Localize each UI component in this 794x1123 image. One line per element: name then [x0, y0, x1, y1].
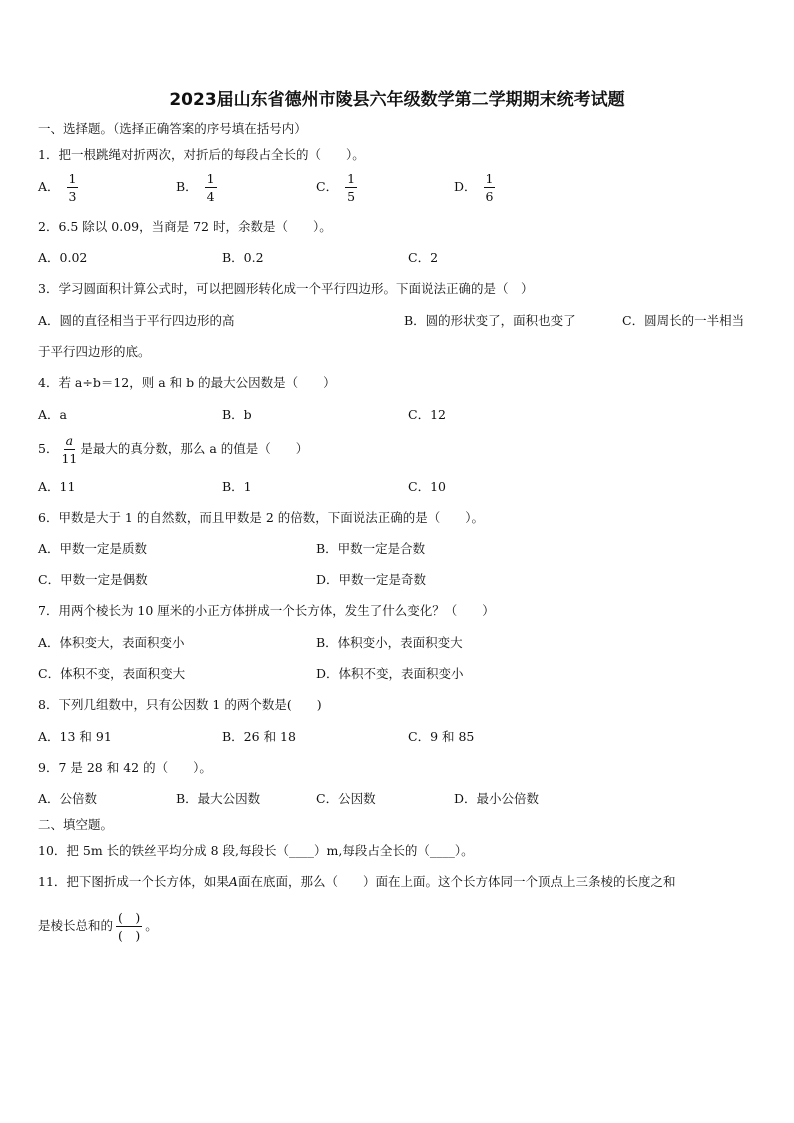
question-2: 2．6.5 除以 0.09，当商是 72 时，余数是（ ）。	[38, 219, 332, 234]
q1-option-a: A． $\frac{1}{3}$	[38, 171, 77, 204]
q9-option-a: A．公倍数	[38, 791, 98, 806]
q5-option-a: A．11	[38, 479, 76, 494]
fraction: $\frac{1}{6}$	[485, 171, 494, 204]
fraction: $\frac{1}{5}$	[347, 171, 356, 204]
q2-option-b: B．0.2	[222, 250, 264, 265]
q1-option-d: D． $\frac{1}{6}$	[454, 171, 494, 204]
q3-option-c-continued: 于平行四边形的底。	[38, 344, 151, 359]
q8-option-a: A．13 和 91	[38, 729, 112, 744]
q6-option-c: C．甲数一定是偶数	[38, 572, 148, 587]
fraction: $\frac{1}{3}$	[68, 171, 77, 204]
q5-option-b: B．1	[222, 479, 252, 494]
q6-option-a: A．甲数一定是质数	[38, 541, 148, 556]
q8-option-c: C．9 和 85	[408, 729, 475, 744]
question-3: 3．学习圆面积计算公式时，可以把圆形转化成一个平行四边形。下面说法正确的是（ ）	[38, 281, 534, 296]
q2-option-c: C．2	[408, 250, 439, 265]
fraction: $\frac{a}{11}$	[61, 433, 78, 466]
question-10: 10．把 5m 长的铁丝平均分成 8 段,每段长（____）m,每段占全长的（____）。	[38, 843, 474, 858]
question-11: 11．把下图折成一个长方体，如果A面在底面，那么（ ）面在上面。这个长方体同一个顶点上三条棱的长度之和	[38, 874, 676, 889]
q6-option-d: D．甲数一定是奇数	[316, 572, 427, 587]
q3-option-c: C．圆周长的一半相当	[622, 313, 745, 328]
question-4: 4．若 a÷b＝12，则 a 和 b 的最大公因数是（ ）	[38, 375, 336, 390]
q1-option-c: C． $\frac{1}{5}$	[316, 171, 356, 204]
q3-option-b: B．圆的形状变了，面积也变了	[404, 313, 576, 328]
q9-option-d: D．最小公倍数	[454, 791, 540, 806]
q3-option-a: A．圆的直径相当于平行四边形的高	[38, 313, 235, 328]
q8-option-b: B．26 和 18	[222, 729, 296, 744]
q6-option-b: B．甲数一定是合数	[316, 541, 426, 556]
question-7: 7．用两个棱长为 10 厘米的小正方体拼成一个长方体，发生了什么变化？（ ）	[38, 603, 495, 618]
q2-option-a: A．0.02	[38, 250, 88, 265]
q4-option-b: B．b	[222, 407, 252, 422]
blank-fraction: $\frac{( )}{( )}$	[118, 910, 141, 943]
question-8: 8．下列几组数中，只有公因数 1 的两个数是( )	[38, 697, 322, 712]
q7-option-c: C．体积不变，表面积变大	[38, 666, 186, 681]
section-heading-choice: 一、选择题。（选择正确答案的序号填在括号内）	[38, 121, 307, 136]
q7-option-a: A．体积变大，表面积变小	[38, 635, 185, 650]
q7-option-b: B．体积变小，表面积变大	[316, 635, 463, 650]
question-5: 5． $\frac{a}{11}$ 是最大的真分数，那么 a 的值是（ ）	[38, 433, 309, 466]
question-6: 6．甲数是大于 1 的自然数，而且甲数是 2 的倍数，下面说法正确的是（ ）。	[38, 510, 485, 525]
section-heading-fill: 二、填空题。	[38, 817, 114, 832]
fraction: $\frac{1}{4}$	[206, 171, 215, 204]
question-11-continued: 是棱长总和的 $\frac{( )}{( )}$ 。	[38, 910, 158, 943]
page-title: 2023届山东省德州市陵县六年级数学第二学期期末统考试题	[169, 90, 625, 110]
q4-option-c: C．12	[408, 407, 446, 422]
question-9: 9．7 是 28 和 42 的（ ）。	[38, 760, 212, 775]
q9-option-b: B．最大公因数	[176, 791, 261, 806]
question-1: 1．把一根跳绳对折两次，对折后的每段占全长的（ ）。	[38, 147, 365, 162]
q4-option-a: A．a	[38, 407, 67, 422]
q1-option-b: B． $\frac{1}{4}$	[176, 171, 215, 204]
q9-option-c: C．公因数	[316, 791, 376, 806]
q7-option-d: D．体积不变，表面积变小	[316, 666, 464, 681]
q5-option-c: C．10	[408, 479, 446, 494]
